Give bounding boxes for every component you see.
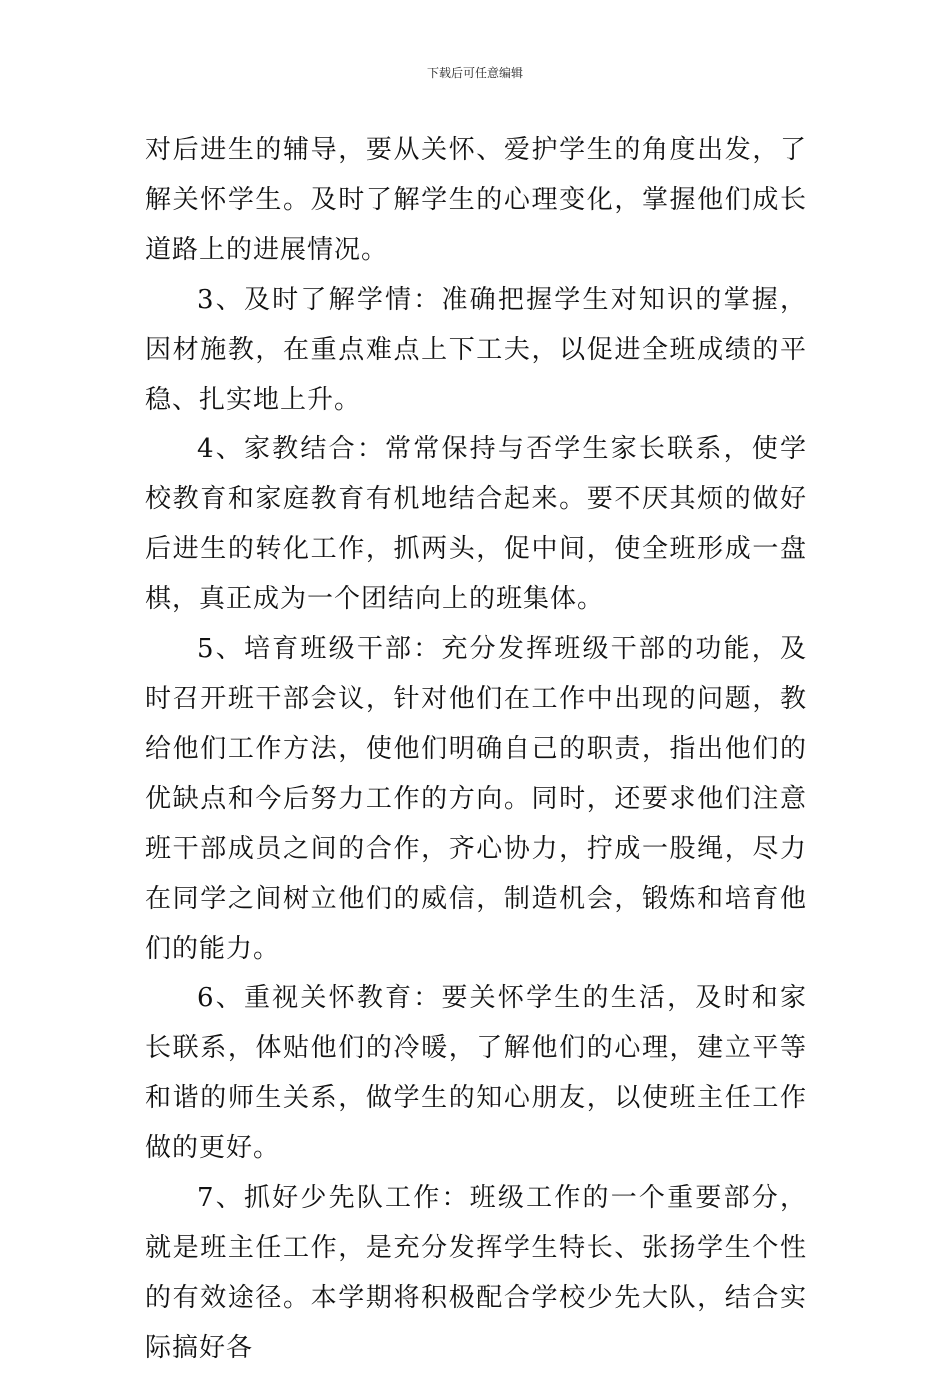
paragraph-5: 6、重视关怀教育：要关怀学生的生活，及时和家长联系，体贴他们的冷暖，了解他们的心理，建立平等和谐的师生关系，做学生的知心朋友，以使班主任工作做的更好。 xyxy=(145,983,807,1164)
paragraph-4: 5、培育班级干部：充分发挥班级干部的功能，及时召开班干部会议，针对他们在工作中出现的问题，教给他们工作方法，使他们明确自己的职责，指出他们的优缺点和今后努力工作的方向。同时，还要求他们注意班干部成员之间的合作，齐心协力，拧成一股绳，尽力在同学之间树立他们的威信，制造机会，锻炼和培育他们的能力。 xyxy=(145,634,807,964)
page-header: 下载后可任意编辑 xyxy=(426,66,523,80)
document-body xyxy=(145,126,807,1374)
paragraph-1: 对后进生的辅导，要从关怀、爱护学生的角度出发，了解关怀学生。及时了解学生的心理变化，掌握他们成长道路上的进展情况。 xyxy=(145,135,807,265)
paragraph-6: 7、抓好少先队工作：班级工作的一个重要部分，就是班主任工作，是充分发挥学生特长、张扬学生个性的有效途径。本学期将积极配合学校少先大队，结合实际搞好各 xyxy=(145,1183,807,1363)
paragraph-3: 4、家教结合：常常保持与否学生家长联系，使学校教育和家庭教育有机地结合起来。要不厌其烦的做好后进生的转化工作，抓两头，促中间，使全班形成一盘棋，真正成为一个团结向上的班集体。 xyxy=(145,434,807,615)
paragraph-2: 3、及时了解学情：准确把握学生对知识的掌握，因材施教，在重点难点上下工夫，以促进全班成绩的平稳、扎实地上升。 xyxy=(145,284,807,415)
